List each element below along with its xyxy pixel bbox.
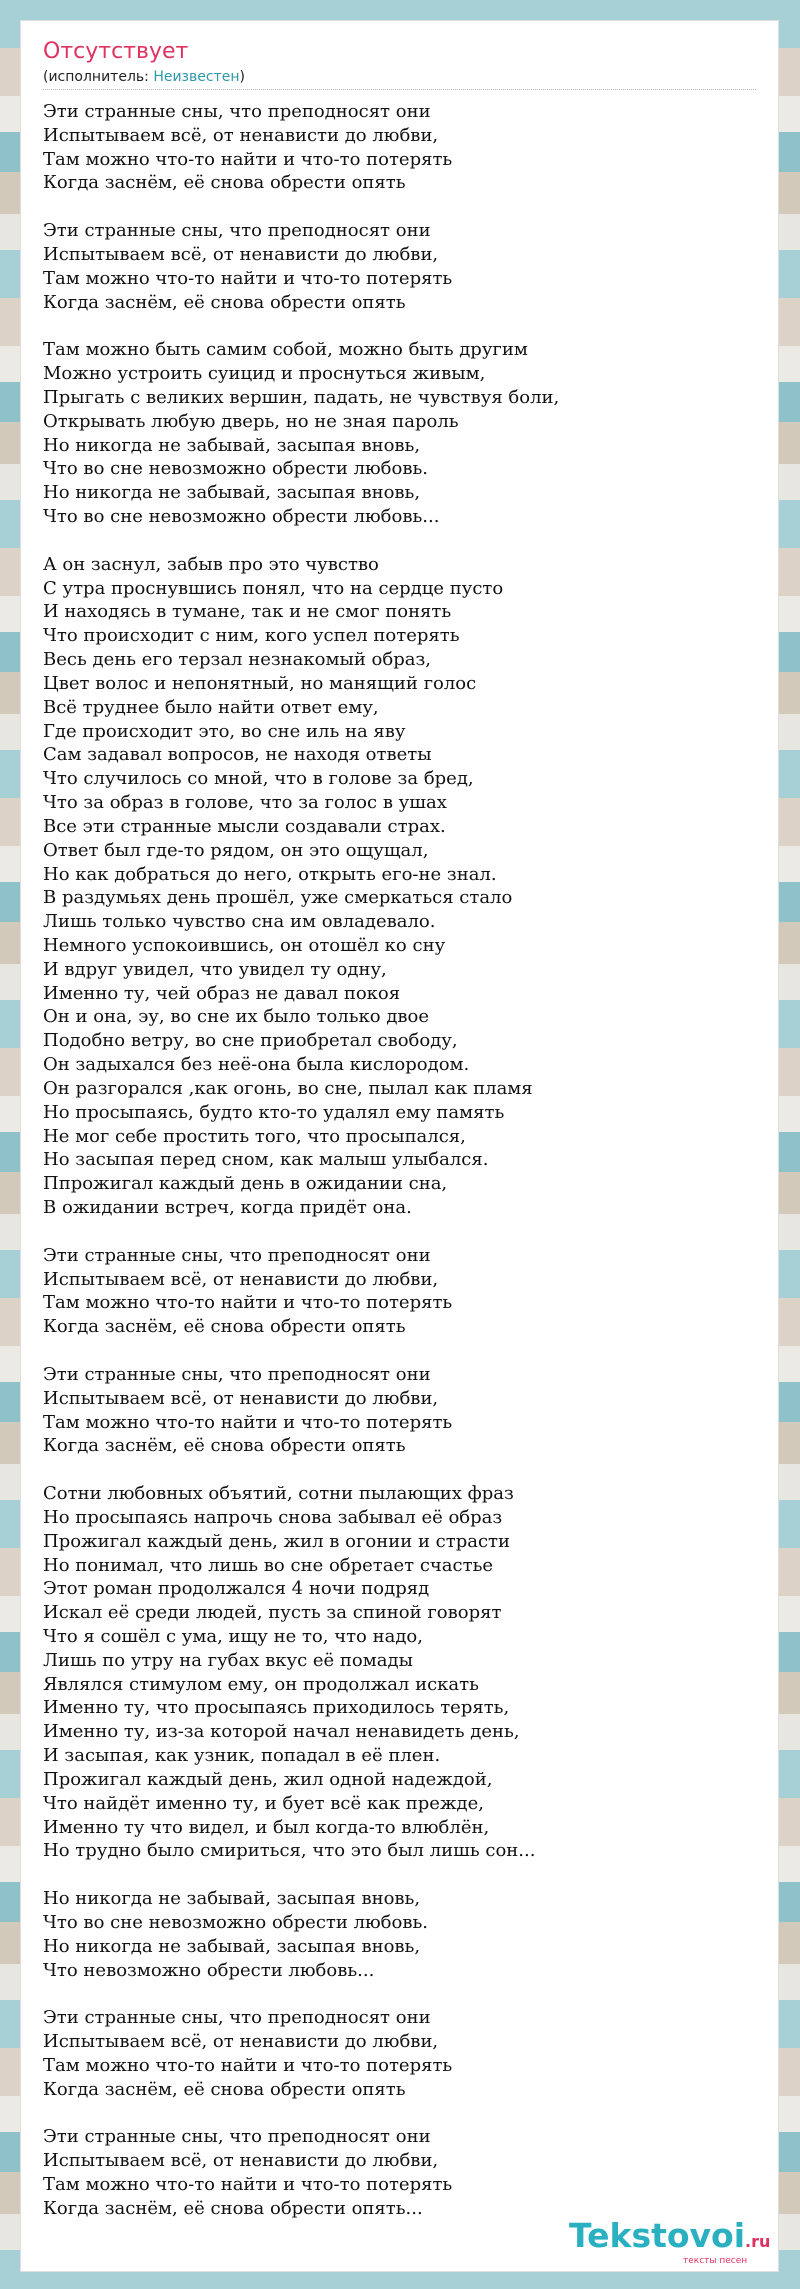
lyric-line: Эти странные сны, что преподносят они — [43, 1363, 431, 1385]
lyric-line: Когда заснём, её снова обрести опять... — [43, 2197, 423, 2219]
site-logo[interactable] — [569, 2217, 770, 2261]
lyric-line: Но просыпаясь напрочь снова забывал её образ — [43, 1506, 503, 1528]
lyric-line: Открывать любую дверь, но не зная пароль — [43, 410, 459, 432]
lyric-line: Что случилось со мной, что в голове за бред, — [43, 768, 474, 790]
lyric-line: Все эти странные мысли создавали страх. — [43, 815, 446, 837]
lyric-line: Эти странные сны, что преподносят они — [43, 2007, 431, 2029]
lyric-line: Там можно что-то найти и что-то потерять — [43, 267, 453, 289]
lyric-line: Что происходит с ним, кого успел потерять — [43, 625, 460, 647]
stanza — [43, 338, 743, 529]
lyric-line: Где происходит это, во сне иль на яву — [43, 720, 406, 742]
lyric-line: Когда заснём, её снова обрести опять — [43, 291, 406, 313]
stanza — [43, 1244, 743, 1339]
lyric-line: Но никогда не забывай, засыпая вновь, — [43, 434, 421, 456]
lyric-line: Искал её среди людей, пусть за спиной говорят — [43, 1602, 502, 1624]
lyric-line: В ожидании встреч, когда придёт она. — [43, 1197, 412, 1219]
lyric-line: Но никогда не забывай, засыпая вновь, — [43, 1888, 421, 1910]
lyrics-text — [43, 100, 743, 2245]
lyric-line: Испытываем всё, от ненависти до любви, — [43, 124, 439, 146]
stanza — [43, 1482, 743, 1863]
lyric-line: В раздумьях день прошёл, уже смеркаться стало — [43, 887, 513, 909]
song-title: Отсутствует — [43, 39, 189, 64]
lyric-line: Немного успокоившись, он отошёл ко сну — [43, 934, 446, 956]
lyric-line: Можно устроить суицид и проснуться живым, — [43, 363, 486, 385]
lyric-line: Что я сошёл с ума, ищу не то, что надо, — [43, 1626, 423, 1647]
lyric-line: Испытываем всё, от ненависти до любви, — [43, 2031, 439, 2053]
lyric-line: Там можно быть самим собой, можно быть другим — [43, 339, 528, 361]
performer-line — [43, 68, 245, 86]
stanza — [43, 100, 743, 195]
lyric-line: Прыгать с великих вершин, падать, не чувствуя боли, — [43, 386, 560, 408]
lyric-line: Ппрожигал каждый день в ожидании сна, — [43, 1173, 448, 1195]
lyric-line: Когда заснём, её снова обрести опять — [43, 1316, 406, 1338]
lyric-line: Сам задавал вопросов, не находя ответы — [43, 744, 432, 766]
lyric-line: Всё труднее было найти ответ ему, — [43, 696, 379, 718]
lyric-line: Весь день его терзал незнакомый образ, — [43, 649, 432, 671]
lyric-line: Он и она, эу, во сне их было только двое — [43, 1006, 430, 1028]
lyric-line: Когда заснём, её снова обрести опять — [43, 2078, 406, 2100]
lyric-line: Именно ту, из-за которой начал ненавидеть день, — [43, 1721, 520, 1743]
lyric-line: Что невозможно обрести любовь... — [43, 1959, 375, 1981]
stanza — [43, 2006, 743, 2101]
stanza — [43, 1363, 743, 1458]
lyric-line: Именно ту, что просыпаясь приходилось терять, — [43, 1697, 510, 1719]
lyrics-card — [20, 20, 779, 2272]
logo-tld: .ru — [745, 2232, 771, 2251]
lyric-line: Там можно что-то найти и что-то потерять — [43, 1292, 453, 1314]
lyric-line: Он задыхался без неё-она была кислородом. — [43, 1054, 470, 1076]
stanza — [43, 2125, 743, 2220]
logo-name: Tekstovoi — [569, 2216, 746, 2255]
lyric-line: Испытываем всё, от ненависти до любви, — [43, 243, 439, 265]
lyric-line: Подобно ветру, во сне приобретал свободу, — [43, 1030, 458, 1052]
lyric-line: Лишь только чувство сна им овладевало. — [43, 911, 436, 933]
lyric-line: Там можно что-то найти и что-то потерять — [43, 2174, 453, 2196]
lyric-line: Ответ был где-то рядом, он это ощущал, — [43, 839, 429, 861]
lyric-line: Что за образ в голове, что за голос в ушах — [43, 792, 447, 814]
lyric-line: Цвет волос и непонятный, но манящий голос — [43, 672, 477, 694]
lyric-line: И засыпая, как узник, попадал в её плен. — [43, 1745, 441, 1767]
lyric-line: Именно ту что видел, и был когда-то влюблён, — [43, 1816, 490, 1838]
lyric-line: Но никогда не забывай, засыпая вновь, — [43, 1935, 421, 1957]
lyric-line: Не мог себе простить того, что просыпался, — [43, 1125, 466, 1147]
lyric-line: Именно ту, чей образ не давал покоя — [43, 982, 401, 1004]
lyric-line: Лишь по утру на губах вкус её помады — [43, 1649, 413, 1671]
logo-tagline: тексты песен — [683, 2256, 748, 2266]
title-divider — [43, 89, 756, 90]
lyric-line: Он разгорался ,как огонь, во сне, пылал как пламя — [43, 1077, 533, 1099]
lyric-line: Эти странные сны, что преподносят они — [43, 2126, 431, 2148]
lyric-line: Эти странные сны, что преподносят они — [43, 220, 431, 242]
lyric-line: Испытываем всё, от ненависти до любви, — [43, 1387, 439, 1409]
lyric-line: Эти странные сны, что преподносят они — [43, 101, 431, 122]
performer-link[interactable]: Неизвестен — [153, 69, 240, 85]
lyric-line: А он заснул, забыв про это чувство — [43, 553, 379, 575]
lyric-line: Но понимал, что лишь во сне обретает счастье — [43, 1554, 494, 1576]
lyric-line: Прожигал каждый день, жил одной надеждой, — [43, 1768, 493, 1790]
lyric-line: Там можно что-то найти и что-то потерять — [43, 1411, 453, 1433]
lyric-line: Испытываем всё, от ненависти до любви, — [43, 2150, 439, 2172]
lyric-line: Когда заснём, её снова обрести опять — [43, 172, 406, 194]
lyric-line: Что во сне невозможно обрести любовь... — [43, 506, 440, 528]
lyric-line: Сотни любовных объятий, сотни пылающих фраз — [43, 1483, 514, 1505]
lyric-line: Этот роман продолжался 4 ночи подряд — [43, 1578, 430, 1600]
lyric-line: Но просыпаясь, будто кто-то удалял ему память — [43, 1101, 505, 1123]
lyric-line: Что во сне невозможно обрести любовь. — [43, 458, 429, 480]
stanza — [43, 553, 743, 1220]
lyric-line: И находясь в тумане, так и не смог понять — [43, 601, 452, 623]
lyric-line: И вдруг увидел, что увидел ту одну, — [43, 958, 387, 980]
lyric-line: Там можно что-то найти и что-то потерять — [43, 2054, 453, 2076]
lyric-line: Испытываем всё, от ненависти до любви, — [43, 1268, 439, 1290]
lyric-line: Но никогда не забывай, засыпая вновь, — [43, 482, 421, 504]
stanza — [43, 1887, 743, 1982]
lyric-line: Но как добраться до него, открыть его-не знал. — [43, 863, 497, 885]
lyric-line: Прожигал каждый день, жил в огонии и страсти — [43, 1530, 511, 1552]
lyric-line: Но трудно было смириться, что это был лишь сон... — [43, 1840, 536, 1862]
lyric-line: Что во сне невозможно обрести любовь. — [43, 1911, 429, 1933]
lyric-line: Но засыпая перед сном, как малыш улыбался. — [43, 1149, 489, 1171]
lyric-line: С утра проснувшись понял, что на сердце пусто — [43, 577, 504, 599]
lyric-line: Когда заснём, её снова обрести опять — [43, 1435, 406, 1457]
performer-prefix: (исполнитель: — [43, 69, 154, 85]
performer-suffix: ) — [239, 69, 245, 85]
lyric-line: Являлся стимулом ему, он продолжал искать — [43, 1673, 479, 1695]
lyric-line: Что найдёт именно ту, и бует всё как прежде, — [43, 1792, 484, 1814]
lyric-line: Там можно что-то найти и что-то потерять — [43, 148, 453, 170]
stanza — [43, 219, 743, 314]
lyric-line: Эти странные сны, что преподносят они — [43, 1244, 431, 1266]
